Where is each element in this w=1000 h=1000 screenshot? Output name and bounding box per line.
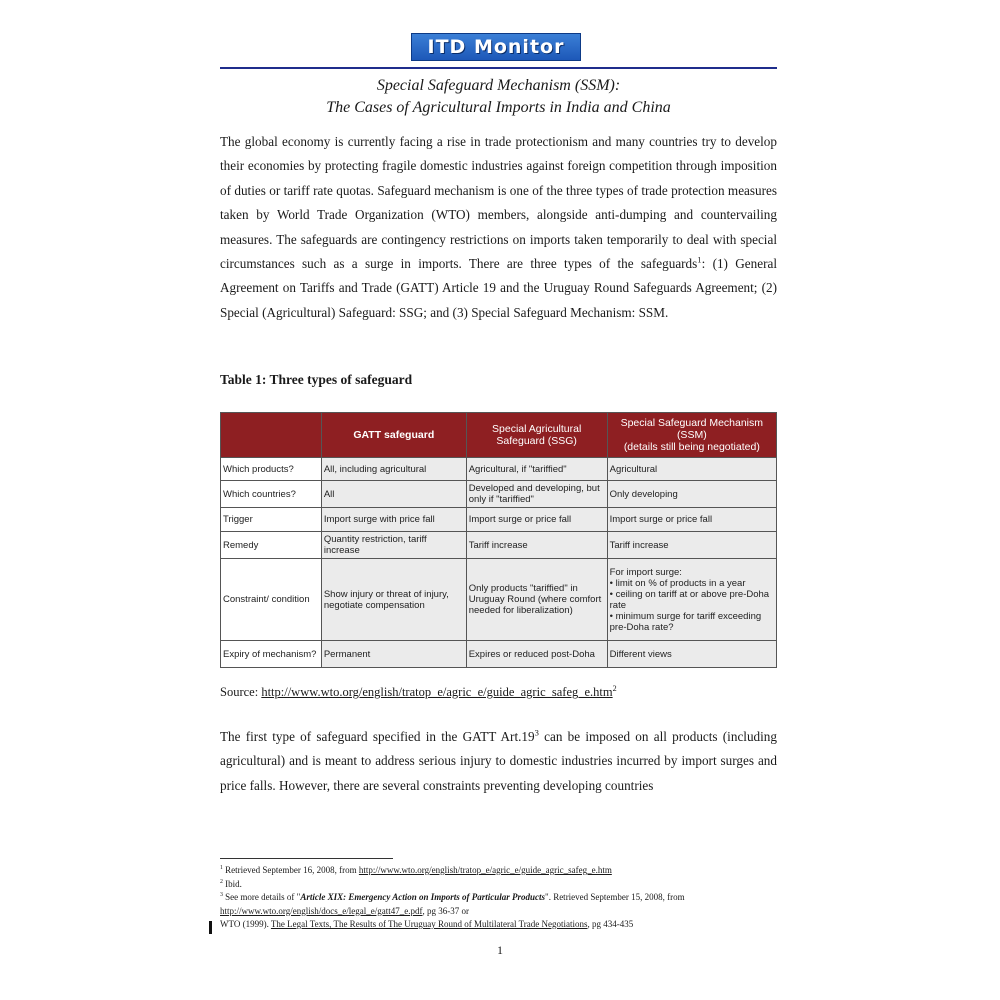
header-rule [220, 67, 777, 69]
itd-monitor-logo [411, 33, 581, 61]
title-line-1: Special Safeguard Mechanism (SSM): [376, 77, 621, 94]
footnote-4 [220, 918, 777, 932]
logo-text: ITD Monitor [427, 36, 565, 58]
cell-ssg: Only products "tariffied" in Uruguay Round (where comfort needed for liberalization) [466, 559, 607, 641]
footnote-num: 1 [220, 865, 223, 871]
footnote-rule [220, 858, 393, 859]
footnote-link[interactable]: http://www.wto.org/english/docs_e/legal_e/gatt47_e.pdf [220, 905, 423, 916]
footnote-text: WTO (1999). [220, 919, 271, 929]
table-row [221, 508, 777, 532]
ssm-bullet-text: minimum surge for tariff exceeding pre-Doha rate? [609, 610, 762, 633]
cell-gatt: Quantity restriction, tariff increase [321, 532, 466, 559]
intro-text: The global economy is currently facing a rise in trade protectionism and many countries try to develop their economies by protecting fragile domestic industries against foreign competition through imposition of duties or tariff rate quotas. Safeguard mechanism is one of the three types of trade protection measures taken by World Trade Organization (WTO) members, alongside anti-dumping and countervailing measures. The safeguards are contingency restrictions on imports taken temporarily to deal with special circumstances such as a surge in imports. There are three types of the safeguards [220, 134, 777, 272]
footnote-text: Ibid. [222, 878, 242, 889]
table-row [221, 559, 777, 641]
footnote-ref-3: 3 [534, 727, 539, 738]
footnote-link[interactable]: http://www.wto.org/english/tratop_e/agric_e/guide_agric_safeg_e.htm [358, 865, 612, 875]
footnote-ref-2: 2 [612, 683, 617, 693]
footnote-italic-title: Article XIX: Emergency Action on Imports of Particular Products [300, 892, 546, 902]
footnote-1 [220, 864, 777, 878]
row-label: Constraint/ condition [221, 559, 322, 641]
cell-gatt: Permanent [321, 641, 466, 668]
header-gatt: GATT safeguard [321, 413, 466, 458]
cell-ssm: Agricultural [607, 458, 776, 481]
cell-ssg: Developed and developing, but only if "tariffied" [466, 481, 607, 508]
body-text: The first type of safeguard specified in the GATT Art.19 [220, 729, 535, 744]
cell-gatt: All [321, 481, 466, 508]
footnote-num: 2 [220, 878, 223, 885]
footnote-text: Retrieved September 16, 2008, from [222, 865, 359, 875]
safeguard-types-table [220, 412, 777, 668]
cell-ssg: Expires or reduced post-Doha [466, 641, 607, 668]
footnote-ref-1: 1 [697, 254, 702, 265]
header-ssm-title: Special Safeguard Mechanism (SSM) [620, 417, 764, 441]
row-label: Remedy [221, 532, 322, 559]
footnote-text: See more details of " [222, 892, 301, 902]
ssm-constraint-intro: For import surge: [609, 566, 682, 578]
cell-gatt: All, including agricultural [321, 458, 466, 481]
row-label: Which products? [221, 458, 322, 481]
document-title [220, 75, 777, 119]
body-text-cont: can be imposed on all products (including agricultural) and is meant to address serious injury to domestic industries incurred by import surges and price falls. However, there are several constraints preventing developing countries [220, 729, 777, 793]
table-row [221, 532, 777, 559]
table-source [220, 685, 617, 700]
cell-ssg: Tariff increase [466, 532, 607, 559]
table-row [221, 641, 777, 668]
ssm-bullet-text: ceiling on tariff at or above pre-Doha rate [609, 588, 770, 611]
table-header-row [221, 413, 777, 458]
row-label: Trigger [221, 508, 322, 532]
cell-ssm: Import surge or price fall [607, 508, 776, 532]
footnote-2 [220, 878, 777, 892]
title-line-2: The Cases of Agricultural Imports in India and China [326, 99, 671, 116]
intro-text-cont: : (1) General Agreement on Tariffs and Trade (GATT) Article 19 and the Uruguay Round Safeguards Agreement; (2) Special (Agricultural) Safeguard: SSG; and (3) Special Safeguard Mechanism: SSM. [220, 256, 778, 320]
header-ssg: Special Agricultural Safeguard (SSG) [466, 413, 607, 458]
table-row [221, 481, 777, 508]
table-caption: Table 1: Three types of safeguard [220, 372, 413, 387]
ssm-bullet-text: limit on % of products in a year [615, 577, 746, 589]
page-number: 1 [497, 943, 503, 957]
ssm-bullet: • ceiling on tariff at or above pre-Doha rate [609, 588, 770, 611]
body-paragraph [220, 725, 777, 798]
ssm-bullet: • limit on % of products in a year [609, 577, 746, 589]
row-label: Which countries? [221, 481, 322, 508]
source-label: Source: [220, 685, 262, 699]
footnote-underlined-title: The Legal Texts, The Results of The Uruguay Round of Multilateral Trade Negotiations [270, 919, 588, 929]
footnote-num: 3 [220, 892, 223, 898]
ssm-bullet: • minimum surge for tariff exceeding pre-Doha rate? [609, 610, 762, 633]
cell-gatt: Import surge with price fall [321, 508, 466, 532]
footnote-3 [220, 891, 777, 918]
footnotes [220, 864, 777, 932]
footnote-text: , pg 36-37 or [422, 905, 469, 916]
source-link[interactable]: http://www.wto.org/english/tratop_e/agric_e/guide_agric_safeg_e.htm [261, 685, 613, 699]
cell-ssm: Different views [607, 641, 776, 668]
cell-gatt: Show injury or threat of injury, negotiate compensation [321, 559, 466, 641]
cell-ssm: Only developing [607, 481, 776, 508]
footnote-text: ". Retrieved September 15, 2008, from [545, 892, 685, 902]
cell-ssg: Agricultural, if "tariffied" [466, 458, 607, 481]
table-row [221, 458, 777, 481]
header-ssm-note: (details still being negotiated) [623, 441, 760, 453]
cell-ssg: Import surge or price fall [466, 508, 607, 532]
cell-ssm: Tariff increase [607, 532, 776, 559]
intro-paragraph [220, 130, 777, 325]
change-bar [209, 921, 212, 934]
row-label: Expiry of mechanism? [221, 641, 322, 668]
header-ssm [607, 413, 776, 458]
cell-ssm [607, 559, 776, 641]
header-empty [221, 413, 322, 458]
footnote-text: , pg 434-435 [587, 919, 634, 929]
